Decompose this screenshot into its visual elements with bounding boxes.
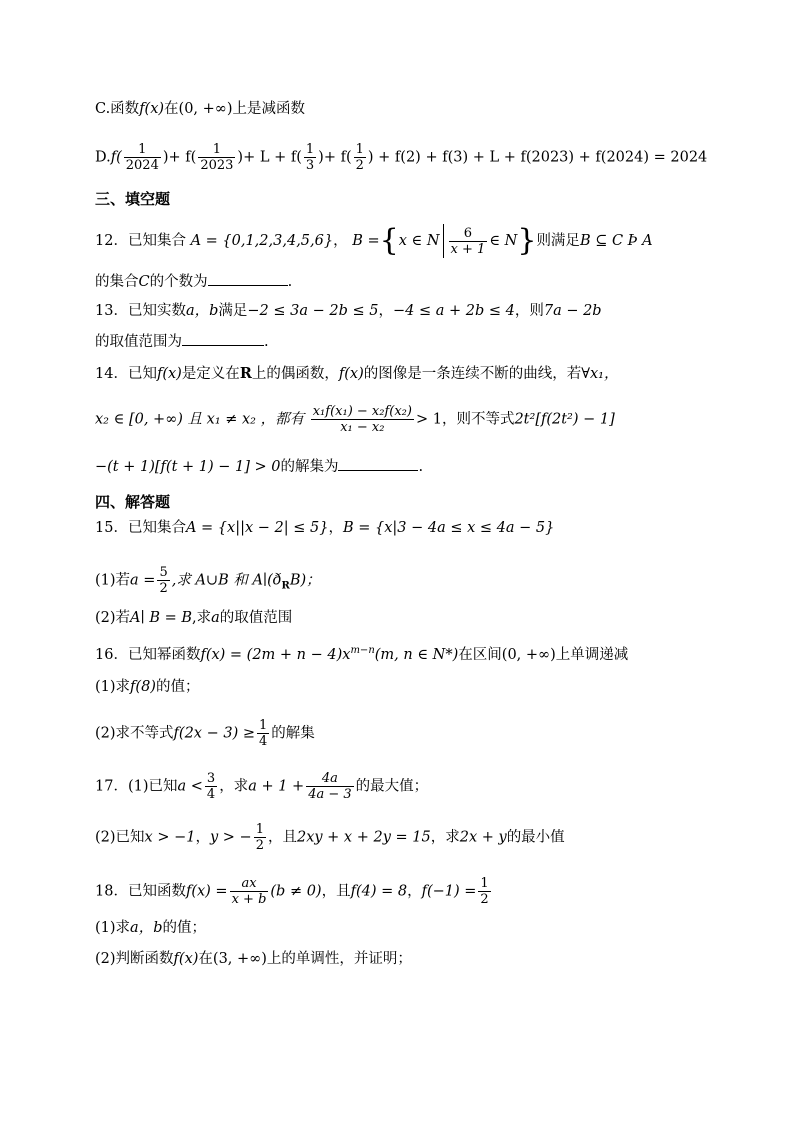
- question-18-part1: (1)求a，b的值；: [95, 920, 206, 936]
- question-14-line2: x₂ ∈ [0, +∞) 且 x₁ ≠ x₂ ，都有 $\frac{\text{x₁f(x₁) − x₂f(x₂)}}{\text{x₁ − x₂}}$ > 1，则不等式2t²[f(2t²) − 1]: [95, 404, 615, 435]
- fraction: $\frac{1}{2023}$: [200, 142, 234, 173]
- fraction: $\frac{1}{2}$: [480, 876, 489, 907]
- question-13-line1: 13．已知实数a，b满足−2 ≤ 3a − 2b ≤ 5，−4 ≤ a + 2b ≤ 4，则7a − 2b: [95, 303, 602, 319]
- fraction: $\frac{1}{2}$: [355, 142, 364, 173]
- question-12-line2: 的集合C的个数为 .: [95, 271, 292, 292]
- fraction: $\frac{5}{2}$: [159, 565, 168, 596]
- question-14-line3: −(t + 1)[f(t + 1) − 1] > 0的解集为 .: [95, 456, 423, 477]
- option-d: D.f( $\frac{1}{2024}$ )+ f( $\frac{1}{2023}$ )+ L + f( $\frac{1}{3}$ )+ f( $\frac{1}{2}$ ) + f(2) + f(3) + L + f(2023) + f(2024) = 2024: [95, 142, 708, 173]
- question-12-line1: 12．已知集合 A = {0,1,2,3,4,5,6}， B ={x ∈ N $\frac{6}{x + 1}$ ∈ N}则满足B ⊆ C Þ A: [95, 223, 653, 258]
- answer-blank[interactable]: [338, 456, 418, 471]
- fraction: $\frac{3}{4}$: [206, 771, 216, 802]
- question-17-part2: (2)已知x > −1，y > − $\frac{1}{2}$ ，且2xy + x + 2y = 15，求2x + y的最小值: [95, 822, 565, 853]
- section-title-fill-blank: 三、填空题: [95, 190, 171, 208]
- question-15-line1: 15．已知集合A = {x||x − 2| ≤ 5}，B = {x|3 − 4a ≤ x ≤ 4a − 5}: [95, 520, 555, 536]
- question-16-part2: (2)求不等式f(2x − 3) ≥ $\frac{1}{4}$ 的解集: [95, 718, 315, 749]
- question-17-part1: 17．(1)已知a < $\frac{3}{4}$ ，求a + 1 + $\frac{4a}{4a - 3}$ 的最大值；: [95, 771, 429, 802]
- fraction: $\frac{1}{2024}$: [125, 142, 159, 173]
- answer-blank[interactable]: [182, 331, 264, 346]
- fraction: $\frac{4a}{4a - 3}$: [308, 771, 352, 802]
- question-15-part1: (1)若a = $\frac{5}{2}$ ,求 A∪B 和 $A∣(ð_RB)$；: [95, 565, 321, 596]
- fraction: $\frac{1}{2}$: [255, 822, 264, 853]
- question-18-line1: 18．已知函数f(x) = $\frac{ax}{x + b}$ (b ≠ 0)，且f(4) = 8，f(−1) = $\frac{1}{2}$: [95, 876, 489, 907]
- fraction: $\frac{\text{x₁f(x₁) − x₂f(x₂)}}{\text{x₁ − x₂}}$: [312, 404, 412, 435]
- question-18-part2: (2)判断函数f(x)在(3, +∞)上的单调性，并证明；: [95, 951, 412, 967]
- question-16-part1: (1)求f(8)的值；: [95, 679, 200, 695]
- question-16-line1: 16．已知幂函数$f(x) = (2m + n - 4)x^{m-n}(m$, n ∈ N*)在区间(0, +∞)上单调递减: [95, 645, 629, 663]
- fraction: $\frac{6}{x + 1}$: [450, 225, 486, 257]
- option-c: C.函数f(x)在(0, +∞)上是减函数: [95, 101, 306, 117]
- question-14-line1: 14．已知f(x)是定义在R上的偶函数，f(x)的图像是一条连续不断的曲线，若∀x₁，: [95, 365, 619, 382]
- fraction: $\frac{ax}{x + b}$: [231, 876, 267, 907]
- fraction: $\frac{1}{3}$: [305, 142, 315, 173]
- answer-blank[interactable]: [208, 271, 288, 286]
- question-13-line2: 的取值范围为 .: [95, 331, 269, 352]
- section-title-solution: 四、解答题: [95, 493, 171, 511]
- fraction: $\frac{1}{4}$: [258, 718, 268, 749]
- question-15-part2: (2)若A∣ B = B,求a的取值范围: [95, 610, 293, 626]
